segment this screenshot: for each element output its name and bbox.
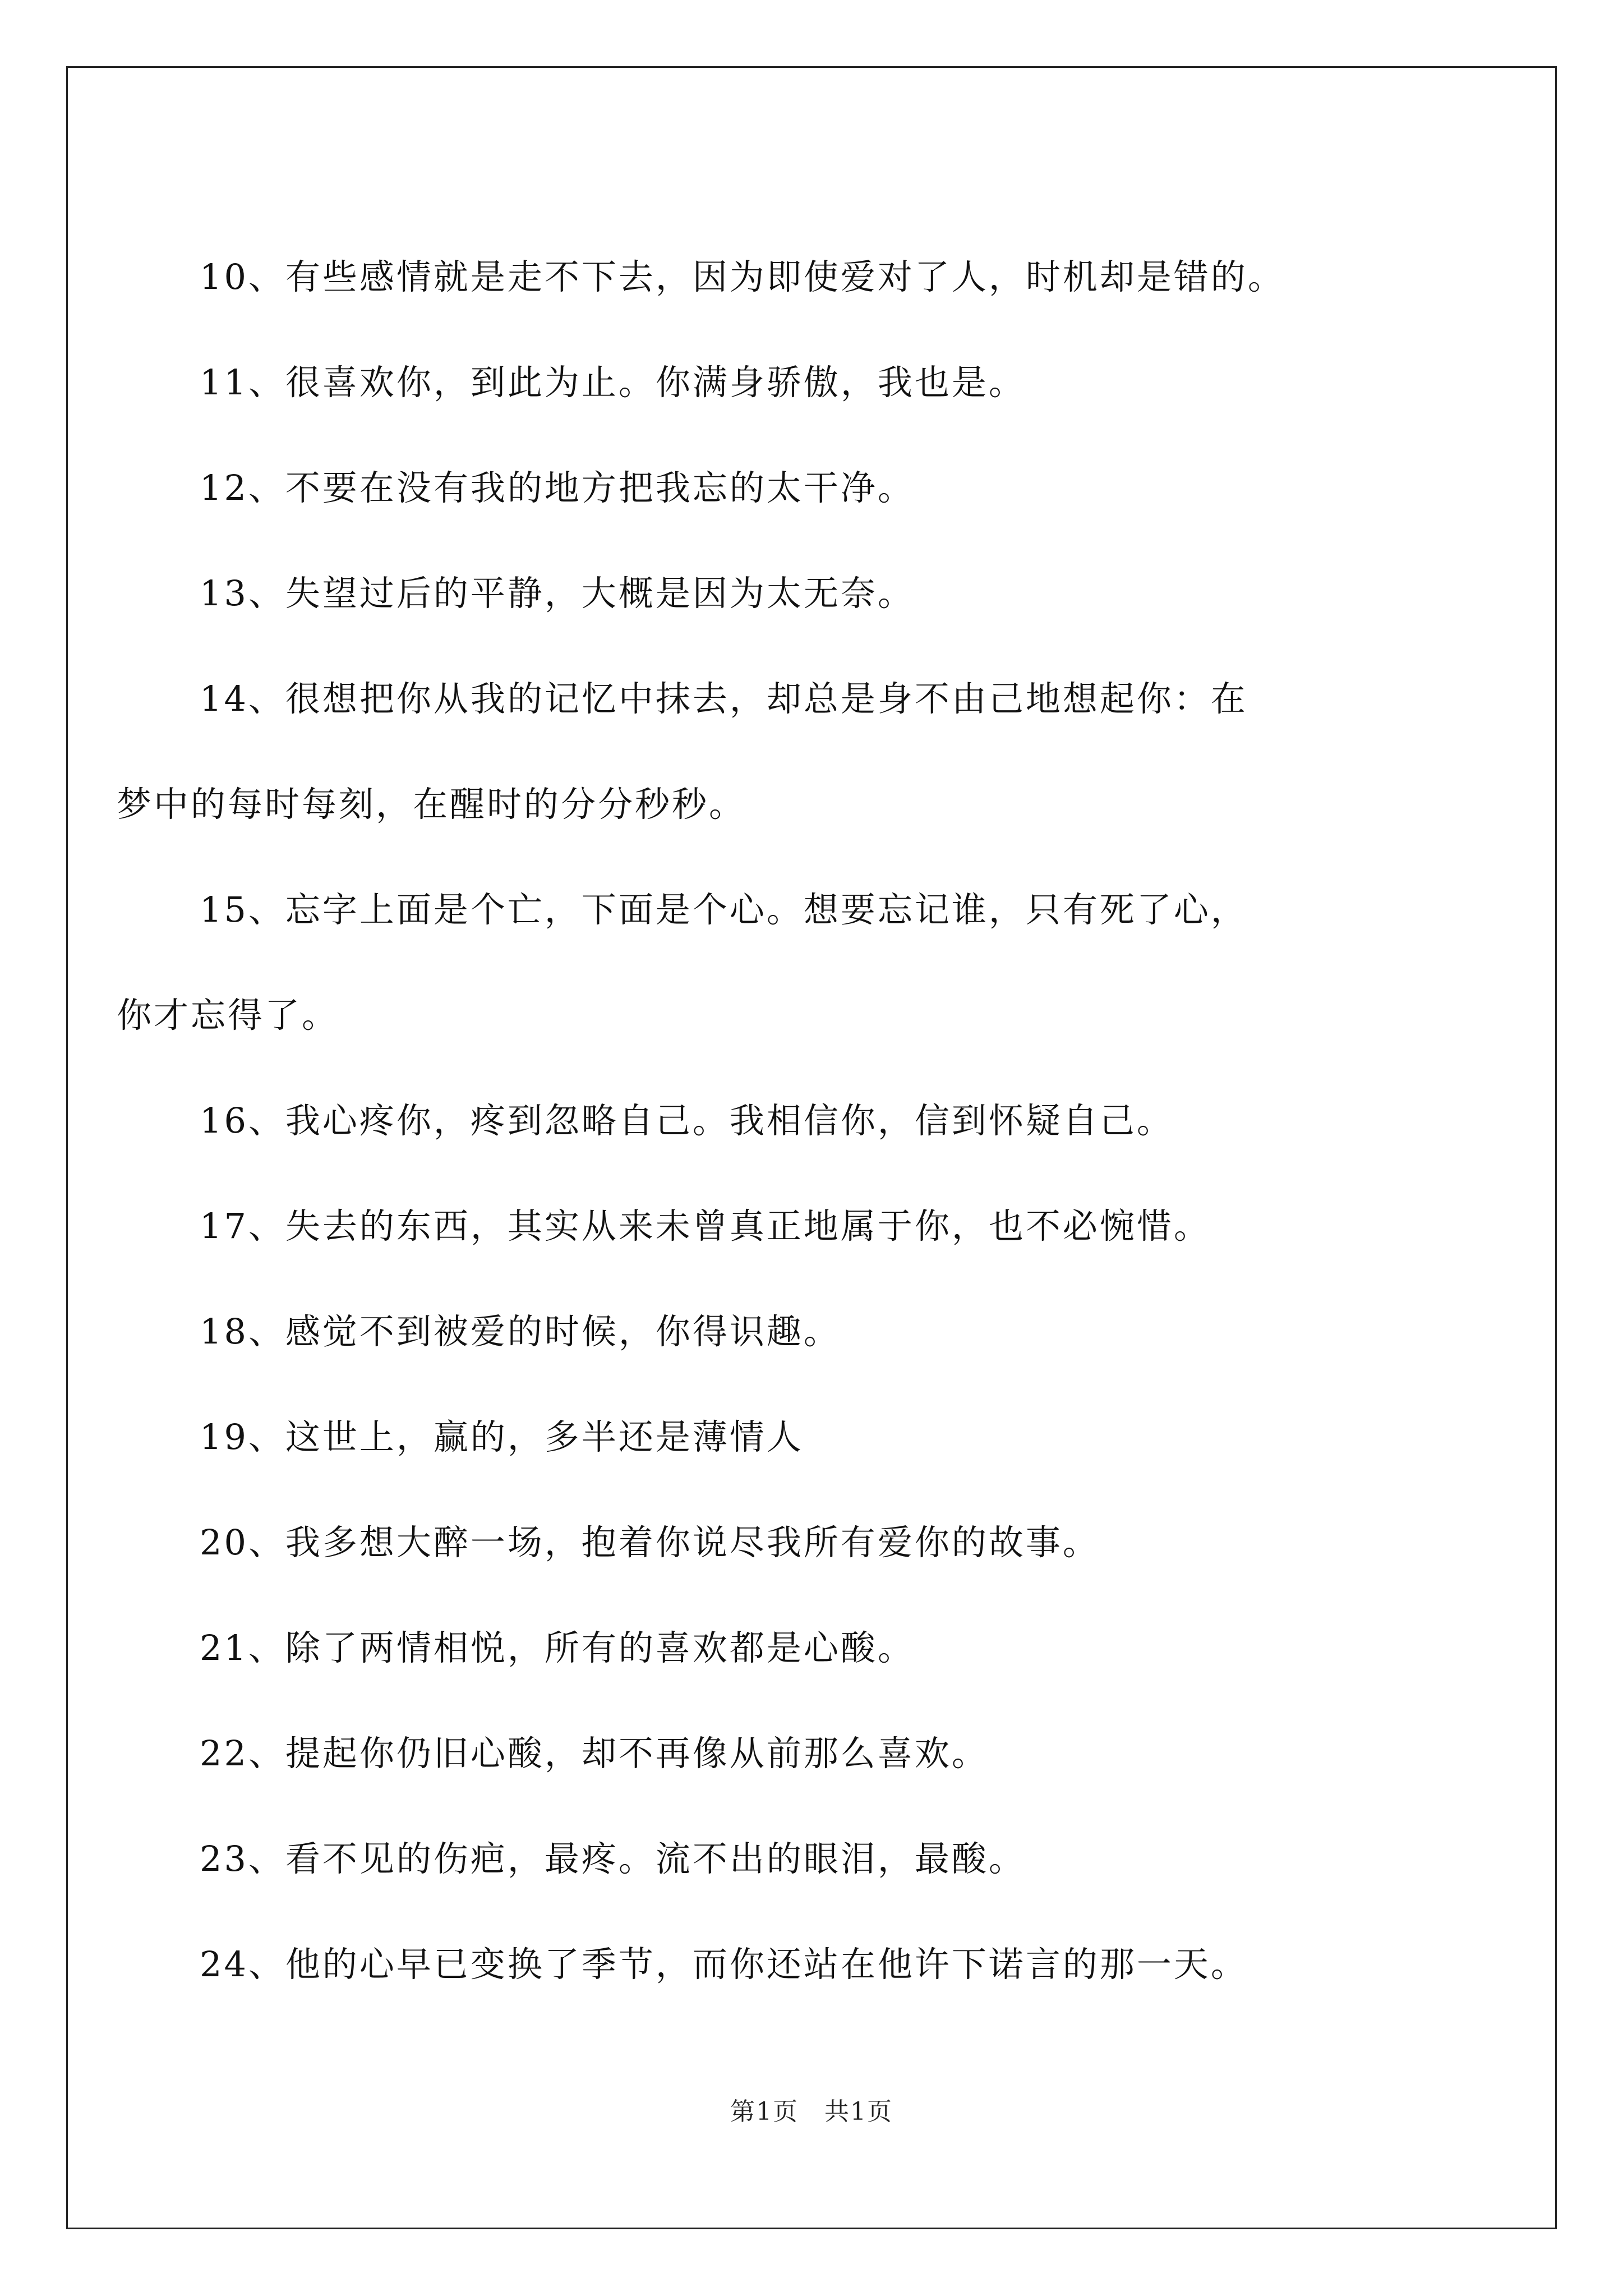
paragraph-15 <box>117 857 1433 1068</box>
paragraph-text: 10、有些感情就是走不下去，因为即使爱对了人，时机却是错的。 <box>200 256 1285 297</box>
paragraph-continuation: 你才忘得了。 <box>117 995 339 1036</box>
document-body <box>117 224 1433 2017</box>
paragraph-23 <box>200 1806 1433 1912</box>
paragraph-14 <box>117 646 1433 857</box>
paragraph-10 <box>200 224 1433 330</box>
paragraph-text: 13、失望过后的平静，大概是因为太无奈。 <box>200 573 915 614</box>
paragraph-text: 22、提起你仍旧心酸，却不再像从前那么喜欢。 <box>200 1733 989 1774</box>
paragraph-text: 14、很想把你从我的记忆中抹去，却总是身不由己地想起你：在 <box>200 678 1248 719</box>
paragraph-17 <box>200 1174 1433 1279</box>
paragraph-text: 20、我多想大醉一场，抱着你说尽我所有爱你的故事。 <box>200 1522 1100 1563</box>
paragraph-text: 21、除了两情相悦，所有的喜欢都是心酸。 <box>200 1627 915 1668</box>
paragraph-continuation: 梦中的每时每刻，在醒时的分分秒秒。 <box>117 784 746 825</box>
paragraph-text: 24、他的心早已变换了季节，而你还站在他许下诺言的那一天。 <box>200 1944 1248 1985</box>
paragraph-21 <box>200 1595 1433 1701</box>
paragraph-11 <box>200 330 1433 435</box>
paragraph-text: 18、感觉不到被爱的时候，你得识趣。 <box>200 1311 841 1352</box>
paragraph-12 <box>200 435 1433 541</box>
paragraph-text: 15、忘字上面是个亡，下面是个心。想要忘记谁，只有死了心， <box>200 889 1248 930</box>
paragraph-13 <box>200 541 1433 646</box>
page-footer: 第1页 共1页 <box>730 2097 893 2126</box>
paragraph-text: 12、不要在没有我的地方把我忘的太干净。 <box>200 467 915 508</box>
paragraph-19 <box>200 1384 1433 1490</box>
paragraph-22 <box>200 1701 1433 1806</box>
paragraph-18 <box>200 1279 1433 1384</box>
paragraph-24 <box>200 1912 1433 2017</box>
paragraph-text: 11、很喜欢你，到此为止。你满身骄傲，我也是。 <box>200 362 1026 403</box>
paragraph-text: 23、看不见的伤疤，最疼。流不出的眼泪，最酸。 <box>200 1838 1026 1879</box>
paragraph-text: 16、我心疼你，疼到忽略自己。我相信你，信到怀疑自己。 <box>200 1100 1174 1141</box>
paragraph-text: 17、失去的东西，其实从来未曾真正地属于你，也不必惋惜。 <box>200 1205 1211 1246</box>
paragraph-text: 19、这世上，赢的，多半还是薄情人 <box>200 1416 804 1457</box>
paragraph-16 <box>200 1068 1433 1174</box>
paragraph-20 <box>200 1490 1433 1595</box>
